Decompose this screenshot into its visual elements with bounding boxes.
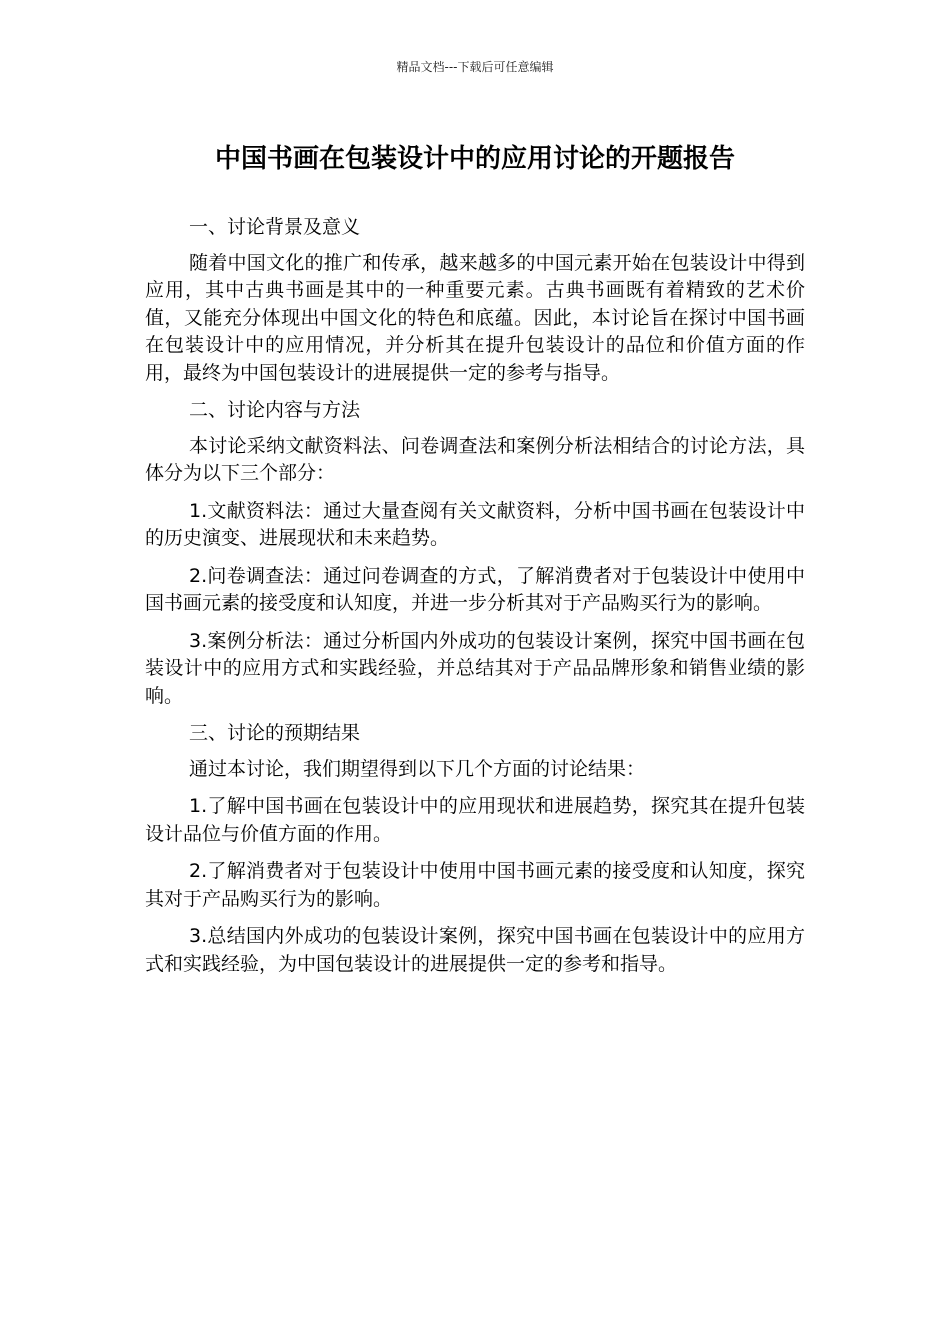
document-title: 中国书画在包装设计中的应用讨论的开题报告 (214, 144, 735, 174)
list-item: 2.问卷调查法：通过问卷调查的方式，了解消费者对于包装设计中使用中国书画元素的接受度和认知度，并进一步分析其对于产品购买行为的影响。 (145, 564, 805, 614)
paragraph: 本讨论采纳文献资料法、问卷调查法和案例分析法相结合的讨论方法，具体分为以下三个部分： (145, 434, 805, 484)
list-item: 2.了解消费者对于包装设计中使用中国书画元素的接受度和认知度，探究其对于产品购买行为的影响。 (145, 860, 805, 910)
document-body (145, 214, 805, 988)
section-heading-expected-results: 三、讨论的预期结果 (189, 722, 361, 744)
list-item: 1.了解中国书画在包装设计中的应用现状和进展趋势，探究其在提升包装设计品位与价值方面的作用。 (145, 795, 805, 845)
paragraph: 随着中国文化的推广和传承，越来越多的中国元素开始在包装设计中得到应用，其中古典书画是其中的一种重要元素。古典书画既有着精致的艺术价值，又能充分体现出中国文化的特色和底蕴。因此，本讨论旨在探讨中国书画在包装设计中的应用情况，并分析其在提升包装设计的品位和价值方面的作用，最终为中国包装设计的进展提供一定的参考与指导。 (145, 251, 805, 384)
list-item: 3.总结国内外成功的包装设计案例，探究中国书画在包装设计中的应用方式和实践经验，为中国包装设计的进展提供一定的参考和指导。 (145, 925, 805, 975)
list-item: 3.案例分析法：通过分析国内外成功的包装设计案例，探究中国书画在包装设计中的应用方式和实践经验，并总结其对于产品品牌形象和销售业绩的影响。 (145, 629, 805, 707)
header-note: 精品文档---下载后可任意编辑 (396, 60, 554, 74)
section-heading-content-methods: 二、讨论内容与方法 (189, 399, 361, 421)
section-heading-background: 一、讨论背景及意义 (189, 216, 361, 238)
paragraph: 通过本讨论，我们期望得到以下几个方面的讨论结果： (189, 757, 646, 780)
list-item: 1.文献资料法：通过大量查阅有关文献资料，分析中国书画在包装设计中的历史演变、进展现状和未来趋势。 (145, 499, 805, 549)
